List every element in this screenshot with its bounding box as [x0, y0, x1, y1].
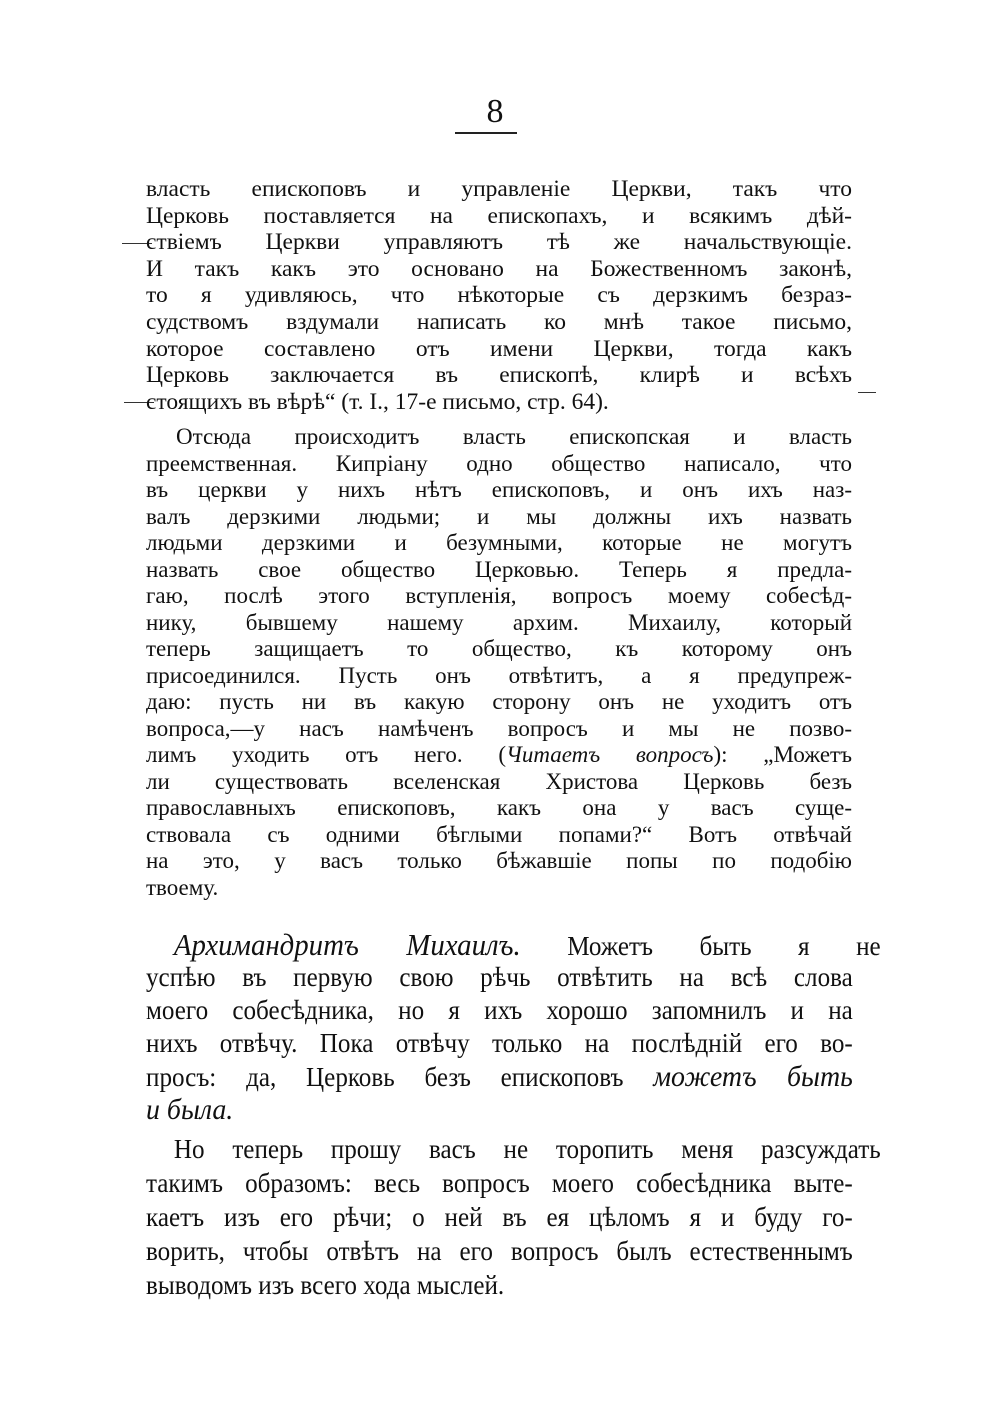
text-line — [146, 1060, 853, 1093]
text-line — [146, 742, 852, 769]
text-line: валъ дерзкими людьми; и мы должны ихъ назвать — [146, 503, 852, 529]
text-line: ли существовать вселенская Христова Церковь безъ — [146, 768, 852, 794]
text-line: Отсюда происходитъ власть епископская и власть — [176, 424, 852, 449]
text-line: нихъ отвѣчу. Пока отвѣчу только на послѣдній его во- — [146, 1028, 853, 1058]
text-line: Церковь заключается въ епископѣ, клирѣ и всѣхъ — [146, 362, 852, 389]
text-line: твоему. — [146, 874, 219, 900]
text-line: теперь защищаетъ то общество, къ которому онъ — [146, 636, 852, 661]
margin-mark — [858, 392, 876, 393]
stage-direction: Читаетъ вопросъ — [506, 742, 714, 767]
emphasis: можетъ быть — [653, 1060, 853, 1093]
text-line: на это, у васъ только бѣжавшіе попы по подобію — [146, 848, 852, 873]
text-line: ворить, чтобы отвѣтъ на его вопросъ былъ естественнымъ — [146, 1236, 853, 1266]
text-line: вопроса,—у насъ намѣченъ вопросъ и мы не позво- — [146, 715, 852, 741]
text-line — [146, 928, 881, 961]
text-line: ствовала съ одними бѣглыми попами?“ Вотъ отвѣчай — [146, 821, 852, 847]
paragraph-continuation — [146, 1132, 881, 1302]
text-segment: ): „Можетъ — [713, 742, 852, 767]
paragraph-question — [146, 424, 852, 901]
text-line: Церковь поставляется на епископахъ, и всякимъ дѣй- — [146, 202, 852, 229]
text-line — [146, 1093, 853, 1126]
speaker-name: Архимандритъ Михаилъ. — [173, 927, 521, 962]
page-number-rule — [455, 132, 517, 134]
text-line: каетъ изъ его рѣчи; о ней въ ея цѣломъ я и буду го- — [146, 1202, 853, 1232]
text-line: то я удивляюсь, что нѣкоторые съ дерзкимъ безраз- — [146, 282, 852, 309]
text-line: людьми дерзкими и безумными, которые не могутъ — [146, 530, 852, 555]
text-line: Но теперь прошу васъ не торопить меня разсуждать — [173, 1134, 881, 1164]
text-line: которое составлено отъ имени Церкви, тогда какъ — [146, 335, 852, 362]
text-line: выводомъ изъ всего хода мыслей. — [146, 1270, 505, 1300]
page-number: 8 — [486, 93, 504, 130]
text-line: присоединился. Пусть онъ отвѣтитъ, а я предупреж- — [146, 662, 852, 688]
text-line: назвать свое общество Церковью. Теперь я предла- — [146, 556, 852, 582]
text-line: гаю, послѣ этого вступленія, вопросъ моему собесѣд- — [146, 583, 852, 608]
text-line: такимъ образомъ: весь вопросъ моего собесѣдника выте- — [146, 1168, 853, 1198]
text-line: преемственная. Кипріану одно общество написало, что — [146, 450, 852, 476]
text-segment: просъ: да, Церковь безъ епископовъ — [146, 1062, 624, 1092]
text-segment: лимъ уходить отъ него. ( — [146, 742, 507, 767]
text-line: успѣю въ первую свою рѣчь отвѣтить на всѣ слова — [146, 962, 853, 992]
text-line: ствіемъ Церкви управляютъ тѣ же начальствующіе. — [146, 229, 852, 256]
text-line: моего собесѣдника, но я ихъ хорошо запомнилъ и на — [146, 995, 853, 1025]
text-line: стоящихъ въ вѣрѣ“ (т. I., 17-е письмо, стр. 64). — [146, 388, 609, 415]
text-line: власть епископовъ и управленіе Церкви, такъ что — [146, 176, 852, 202]
emphasis: и была. — [146, 1093, 234, 1126]
text-line: нику, бывшему нашему архим. Михаилу, который — [146, 609, 852, 635]
paragraph-reply — [146, 927, 881, 1126]
text-line: И такъ какъ это основано на Божественномъ законѣ, — [146, 255, 852, 282]
text-segment: Можетъ быть я не — [567, 931, 881, 961]
text-line: православныхъ епископовъ, какъ она у васъ суще- — [146, 795, 852, 820]
text-line: судствомъ вздумали написать ко мнѣ такое письмо, — [146, 308, 852, 335]
text-line: въ церкви у нихъ нѣтъ епископовъ, и онъ ихъ наз- — [146, 477, 852, 502]
text-line: даю: пусть ни въ какую сторону онъ не уходитъ отъ — [146, 689, 852, 714]
paragraph-quote — [146, 176, 852, 415]
